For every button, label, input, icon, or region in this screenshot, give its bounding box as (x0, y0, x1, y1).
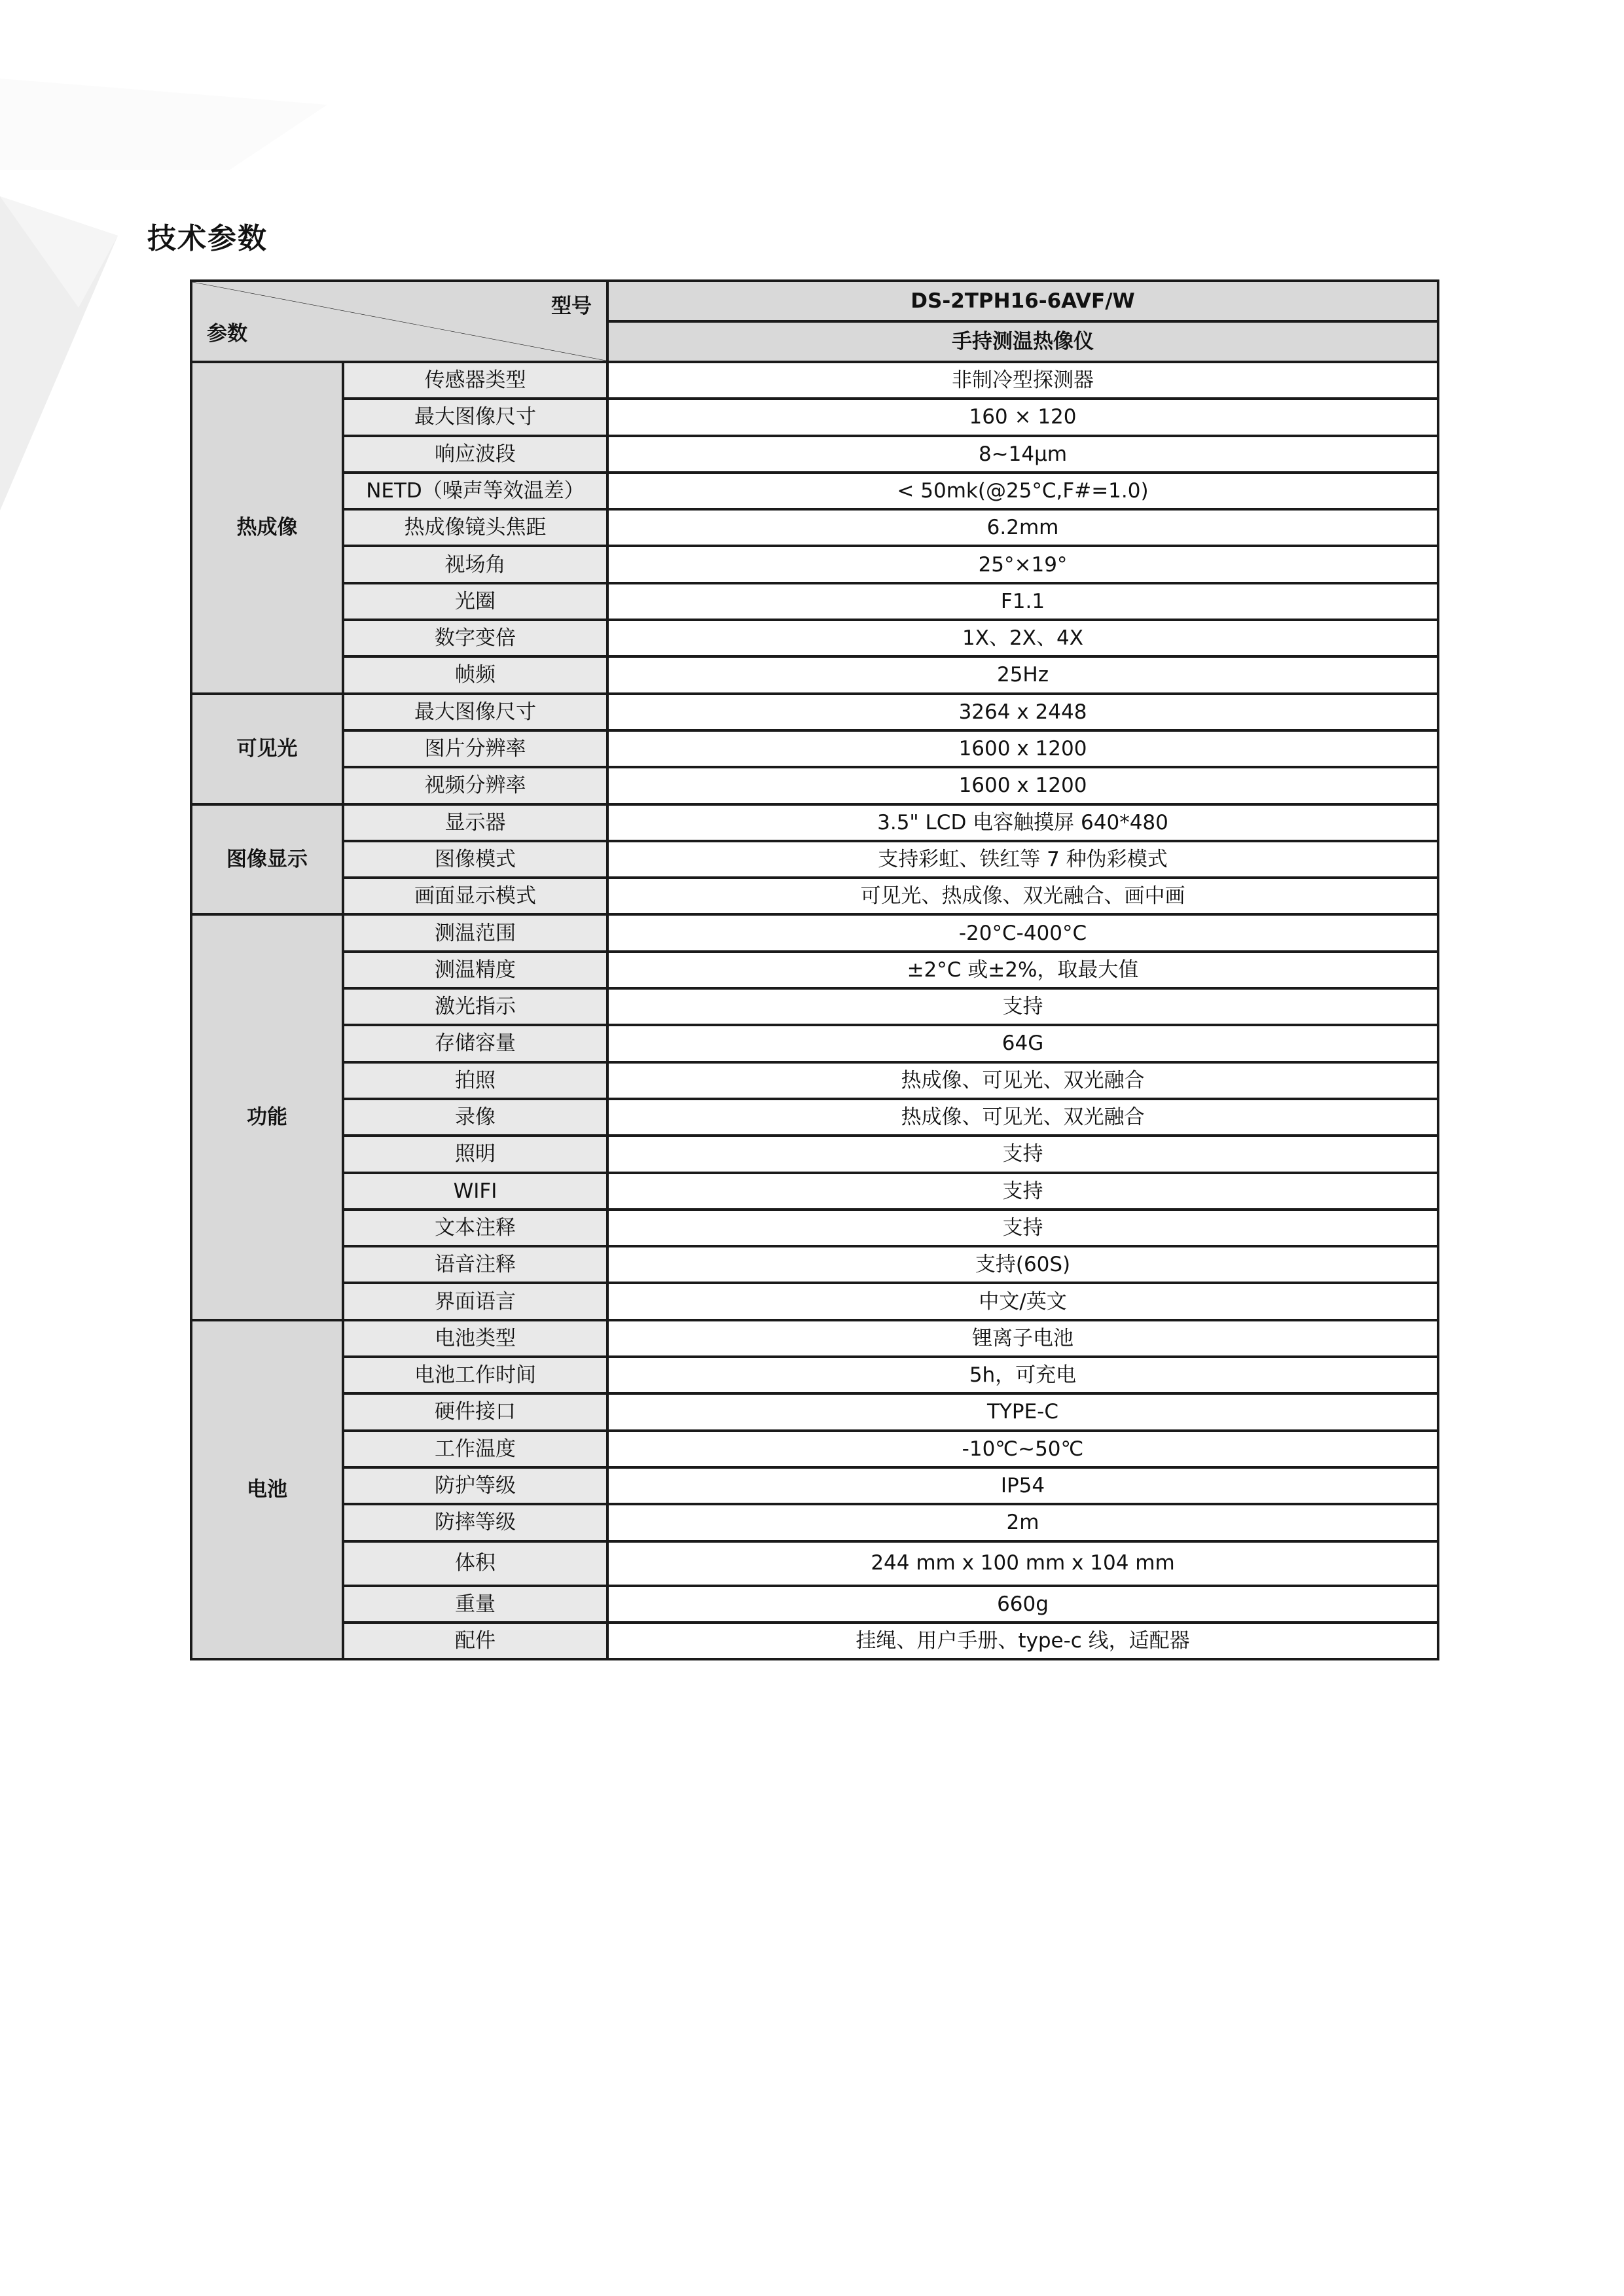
header-model-value: DS-2TPH16-6AVF/W (607, 281, 1438, 321)
param-value-cell: 1600 x 1200 (607, 730, 1438, 767)
param-value-cell: -10℃~50℃ (607, 1431, 1438, 1467)
param-value-cell: 2m (607, 1504, 1438, 1541)
param-name-cell: 硬件接口 (343, 1393, 607, 1430)
param-name-cell: 热成像镜头焦距 (343, 509, 607, 546)
param-name-cell: 语音注释 (343, 1246, 607, 1283)
param-value-cell: 3.5" LCD 电容触摸屏 640*480 (607, 804, 1438, 841)
category-cell: 功能 (191, 914, 343, 1319)
param-value-cell: 中文/英文 (607, 1283, 1438, 1319)
param-value-cell: ±2°C 或±2%，取最大值 (607, 952, 1438, 988)
param-name-cell: 视场角 (343, 546, 607, 583)
param-name-cell: 图片分辨率 (343, 730, 607, 767)
param-value-cell: 6.2mm (607, 509, 1438, 546)
spec-table (190, 279, 1439, 1660)
table-row (191, 841, 1438, 878)
param-value-cell: 支持 (607, 1173, 1438, 1210)
param-name-cell: 传感器类型 (343, 362, 607, 399)
param-value-cell: < 50mk(@25°C,F#=1.0) (607, 473, 1438, 509)
param-name-cell: 电池类型 (343, 1320, 607, 1357)
param-name-cell: 图像模式 (343, 841, 607, 878)
param-name-cell: 文本注释 (343, 1210, 607, 1246)
param-name-cell: 画面显示模式 (343, 878, 607, 914)
param-value-cell: 支持 (607, 1210, 1438, 1246)
param-name-cell: 光圈 (343, 583, 607, 620)
table-row (191, 656, 1438, 693)
category-cell: 电池 (191, 1320, 343, 1659)
param-value-cell: 支持彩虹、铁红等 7 种伪彩模式 (607, 841, 1438, 878)
table-row (191, 583, 1438, 620)
param-value-cell: 支持 (607, 988, 1438, 1025)
param-name-cell: 存储容量 (343, 1025, 607, 1062)
header-row-model (191, 281, 1438, 321)
table-row (191, 620, 1438, 656)
table-row (191, 1136, 1438, 1172)
table-row (191, 1320, 1438, 1357)
param-name-cell: 电池工作时间 (343, 1357, 607, 1393)
param-value-cell: 热成像、可见光、双光融合 (607, 1099, 1438, 1136)
table-row (191, 804, 1438, 841)
category-cell: 图像显示 (191, 804, 343, 915)
table-row (191, 399, 1438, 435)
param-name-cell: 照明 (343, 1136, 607, 1172)
table-row (191, 878, 1438, 914)
table-row (191, 988, 1438, 1025)
param-name-cell: 防护等级 (343, 1467, 607, 1504)
param-name-cell: 激光指示 (343, 988, 607, 1025)
table-row (191, 436, 1438, 473)
param-value-cell: 非制冷型探测器 (607, 362, 1438, 399)
table-row (191, 1504, 1438, 1541)
param-value-cell: 160 × 120 (607, 399, 1438, 435)
table-row (191, 914, 1438, 951)
param-value-cell: 5h，可充电 (607, 1357, 1438, 1393)
table-row (191, 1062, 1438, 1099)
param-name-cell: 防摔等级 (343, 1504, 607, 1541)
table-row (191, 730, 1438, 767)
table-row (191, 1623, 1438, 1659)
header-param-label: 参数 (207, 321, 247, 346)
table-row (191, 546, 1438, 583)
param-name-cell: 数字变倍 (343, 620, 607, 656)
table-row (191, 1099, 1438, 1136)
table-row (191, 1357, 1438, 1393)
param-value-cell: 支持 (607, 1136, 1438, 1172)
category-cell: 热成像 (191, 362, 343, 694)
table-row (191, 1283, 1438, 1319)
table-row (191, 1246, 1438, 1283)
param-name-cell: 录像 (343, 1099, 607, 1136)
header-product-name: 手持测温热像仪 (607, 321, 1438, 362)
param-value-cell: 25Hz (607, 656, 1438, 693)
param-name-cell: 测温范围 (343, 914, 607, 951)
table-row (191, 952, 1438, 988)
param-value-cell: 挂绳、用户手册、type-c 线，适配器 (607, 1623, 1438, 1659)
param-value-cell: 8~14μm (607, 436, 1438, 473)
table-row (191, 509, 1438, 546)
param-value-cell: IP54 (607, 1467, 1438, 1504)
param-value-cell: 1600 x 1200 (607, 767, 1438, 804)
diagonal-line (192, 282, 606, 361)
param-name-cell: 响应波段 (343, 436, 607, 473)
param-name-cell: 显示器 (343, 804, 607, 841)
table-row (191, 1210, 1438, 1246)
header-model-label: 型号 (551, 295, 592, 318)
param-value-cell: 热成像、可见光、双光融合 (607, 1062, 1438, 1099)
header-corner-cell (191, 281, 607, 362)
param-value-cell: F1.1 (607, 583, 1438, 620)
param-name-cell: 视频分辨率 (343, 767, 607, 804)
param-value-cell: TYPE-C (607, 1393, 1438, 1430)
param-value-cell: 1X、2X、4X (607, 620, 1438, 656)
param-name-cell: 测温精度 (343, 952, 607, 988)
param-value-cell: -20°C-400°C (607, 914, 1438, 951)
category-cell: 可见光 (191, 694, 343, 804)
param-name-cell: 配件 (343, 1623, 607, 1659)
param-name-cell: 拍照 (343, 1062, 607, 1099)
param-name-cell: 工作温度 (343, 1431, 607, 1467)
param-name-cell: 体积 (343, 1541, 607, 1586)
param-value-cell: 64G (607, 1025, 1438, 1062)
param-value-cell: 244 mm x 100 mm x 104 mm (607, 1541, 1438, 1586)
table-row (191, 1586, 1438, 1623)
page-title: 技术参数 (147, 222, 268, 255)
table-row (191, 1467, 1438, 1504)
param-name-cell: 帧频 (343, 656, 607, 693)
table-row (191, 1541, 1438, 1586)
table-row (191, 362, 1438, 399)
table-row (191, 1431, 1438, 1467)
param-name-cell: 最大图像尺寸 (343, 694, 607, 730)
table-row (191, 1025, 1438, 1062)
param-name-cell: 界面语言 (343, 1283, 607, 1319)
param-value-cell: 25°×19° (607, 546, 1438, 583)
table-row (191, 1173, 1438, 1210)
param-name-cell: 最大图像尺寸 (343, 399, 607, 435)
table-row (191, 473, 1438, 509)
param-value-cell: 支持(60S) (607, 1246, 1438, 1283)
param-name-cell: NETD（噪声等效温差） (343, 473, 607, 509)
param-value-cell: 660g (607, 1586, 1438, 1623)
table-row (191, 1393, 1438, 1430)
param-name-cell: 重量 (343, 1586, 607, 1623)
param-value-cell: 3264 x 2448 (607, 694, 1438, 730)
param-name-cell: WIFI (343, 1173, 607, 1210)
table-row (191, 767, 1438, 804)
param-value-cell: 可见光、热成像、双光融合、画中画 (607, 878, 1438, 914)
table-row (191, 694, 1438, 730)
param-value-cell: 锂离子电池 (607, 1320, 1438, 1357)
